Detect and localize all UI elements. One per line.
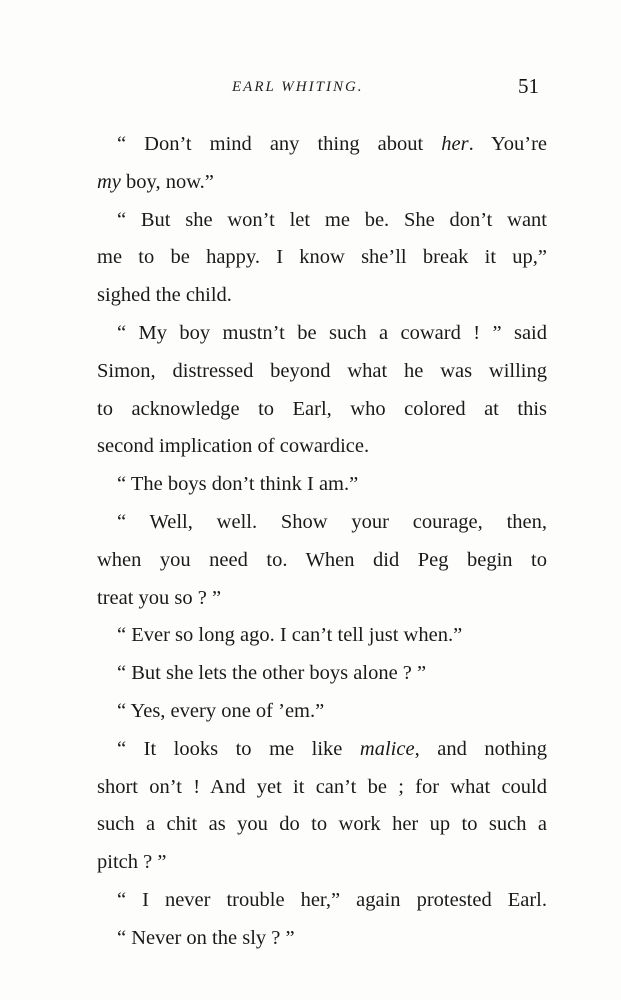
page-number: 51 xyxy=(518,74,539,98)
text-line xyxy=(97,126,547,164)
text-segment: “ It looks to me like xyxy=(117,737,360,760)
text-line xyxy=(97,315,547,353)
text-segment: me to be happy. I know she’ll break it up,” xyxy=(97,246,547,269)
text-line xyxy=(97,617,547,655)
text-line xyxy=(97,239,547,277)
text-segment: to acknowledge to Earl, who colored at this xyxy=(97,397,547,420)
text-segment: sighed the child. xyxy=(97,284,232,307)
italic-text: her xyxy=(441,133,469,155)
text-line xyxy=(97,202,547,240)
text-line xyxy=(97,580,547,618)
text-segment: “ Don’t mind any thing about xyxy=(117,133,442,155)
text-line xyxy=(97,920,547,958)
text-segment: treat you so ? ” xyxy=(97,586,222,609)
text-line xyxy=(97,882,547,920)
text-segment: “ Ever so long ago. I can’t tell just when.” xyxy=(117,624,463,647)
text-line xyxy=(97,542,547,580)
text-segment: . You’re xyxy=(468,133,547,155)
text-segment: pitch ? ” xyxy=(97,851,167,874)
text-segment: “ Well, well. Show your courage, then, xyxy=(117,510,547,533)
text-line xyxy=(97,466,547,504)
text-line xyxy=(97,655,547,693)
text-line xyxy=(97,391,547,429)
italic-text: malice xyxy=(359,737,415,760)
text-segment: when you need to. When did Peg begin to xyxy=(97,548,547,571)
text-segment: “ But she won’t let me be. She don’t want xyxy=(117,208,547,231)
text-segment: second implication of cowardice. xyxy=(97,435,370,458)
text-segment: such a chit as you do to work her up to such a xyxy=(97,813,547,836)
running-head xyxy=(0,74,621,104)
italic-text: my xyxy=(97,170,121,193)
text-segment: “ But she lets the other boys alone ? ” xyxy=(117,662,427,685)
text-line xyxy=(97,693,547,731)
text-line xyxy=(97,504,547,542)
text-line xyxy=(97,428,547,466)
body-text xyxy=(97,126,547,958)
text-line xyxy=(97,353,547,391)
text-line xyxy=(97,164,547,202)
running-title: EARL WHITING. xyxy=(232,79,364,95)
text-segment: “ I never trouble her,” again protested Earl. xyxy=(117,888,547,911)
text-segment: short on’t ! And yet it can’t be ; for what could xyxy=(97,775,547,798)
text-segment: “ Never on the sly ? ” xyxy=(117,926,295,949)
text-segment: “ My boy mustn’t be such a coward ! ” said xyxy=(117,321,547,344)
text-segment: boy, now.” xyxy=(120,170,214,193)
text-line xyxy=(97,731,547,769)
text-segment: , and nothing xyxy=(414,737,547,760)
text-line xyxy=(97,844,547,882)
text-line xyxy=(97,769,547,807)
text-segment: Simon, distressed beyond what he was willing xyxy=(97,359,547,382)
text-line xyxy=(97,277,547,315)
text-segment: “ The boys don’t think I am.” xyxy=(117,473,359,496)
text-line xyxy=(97,806,547,844)
text-segment: “ Yes, every one of ’em.” xyxy=(117,699,325,722)
